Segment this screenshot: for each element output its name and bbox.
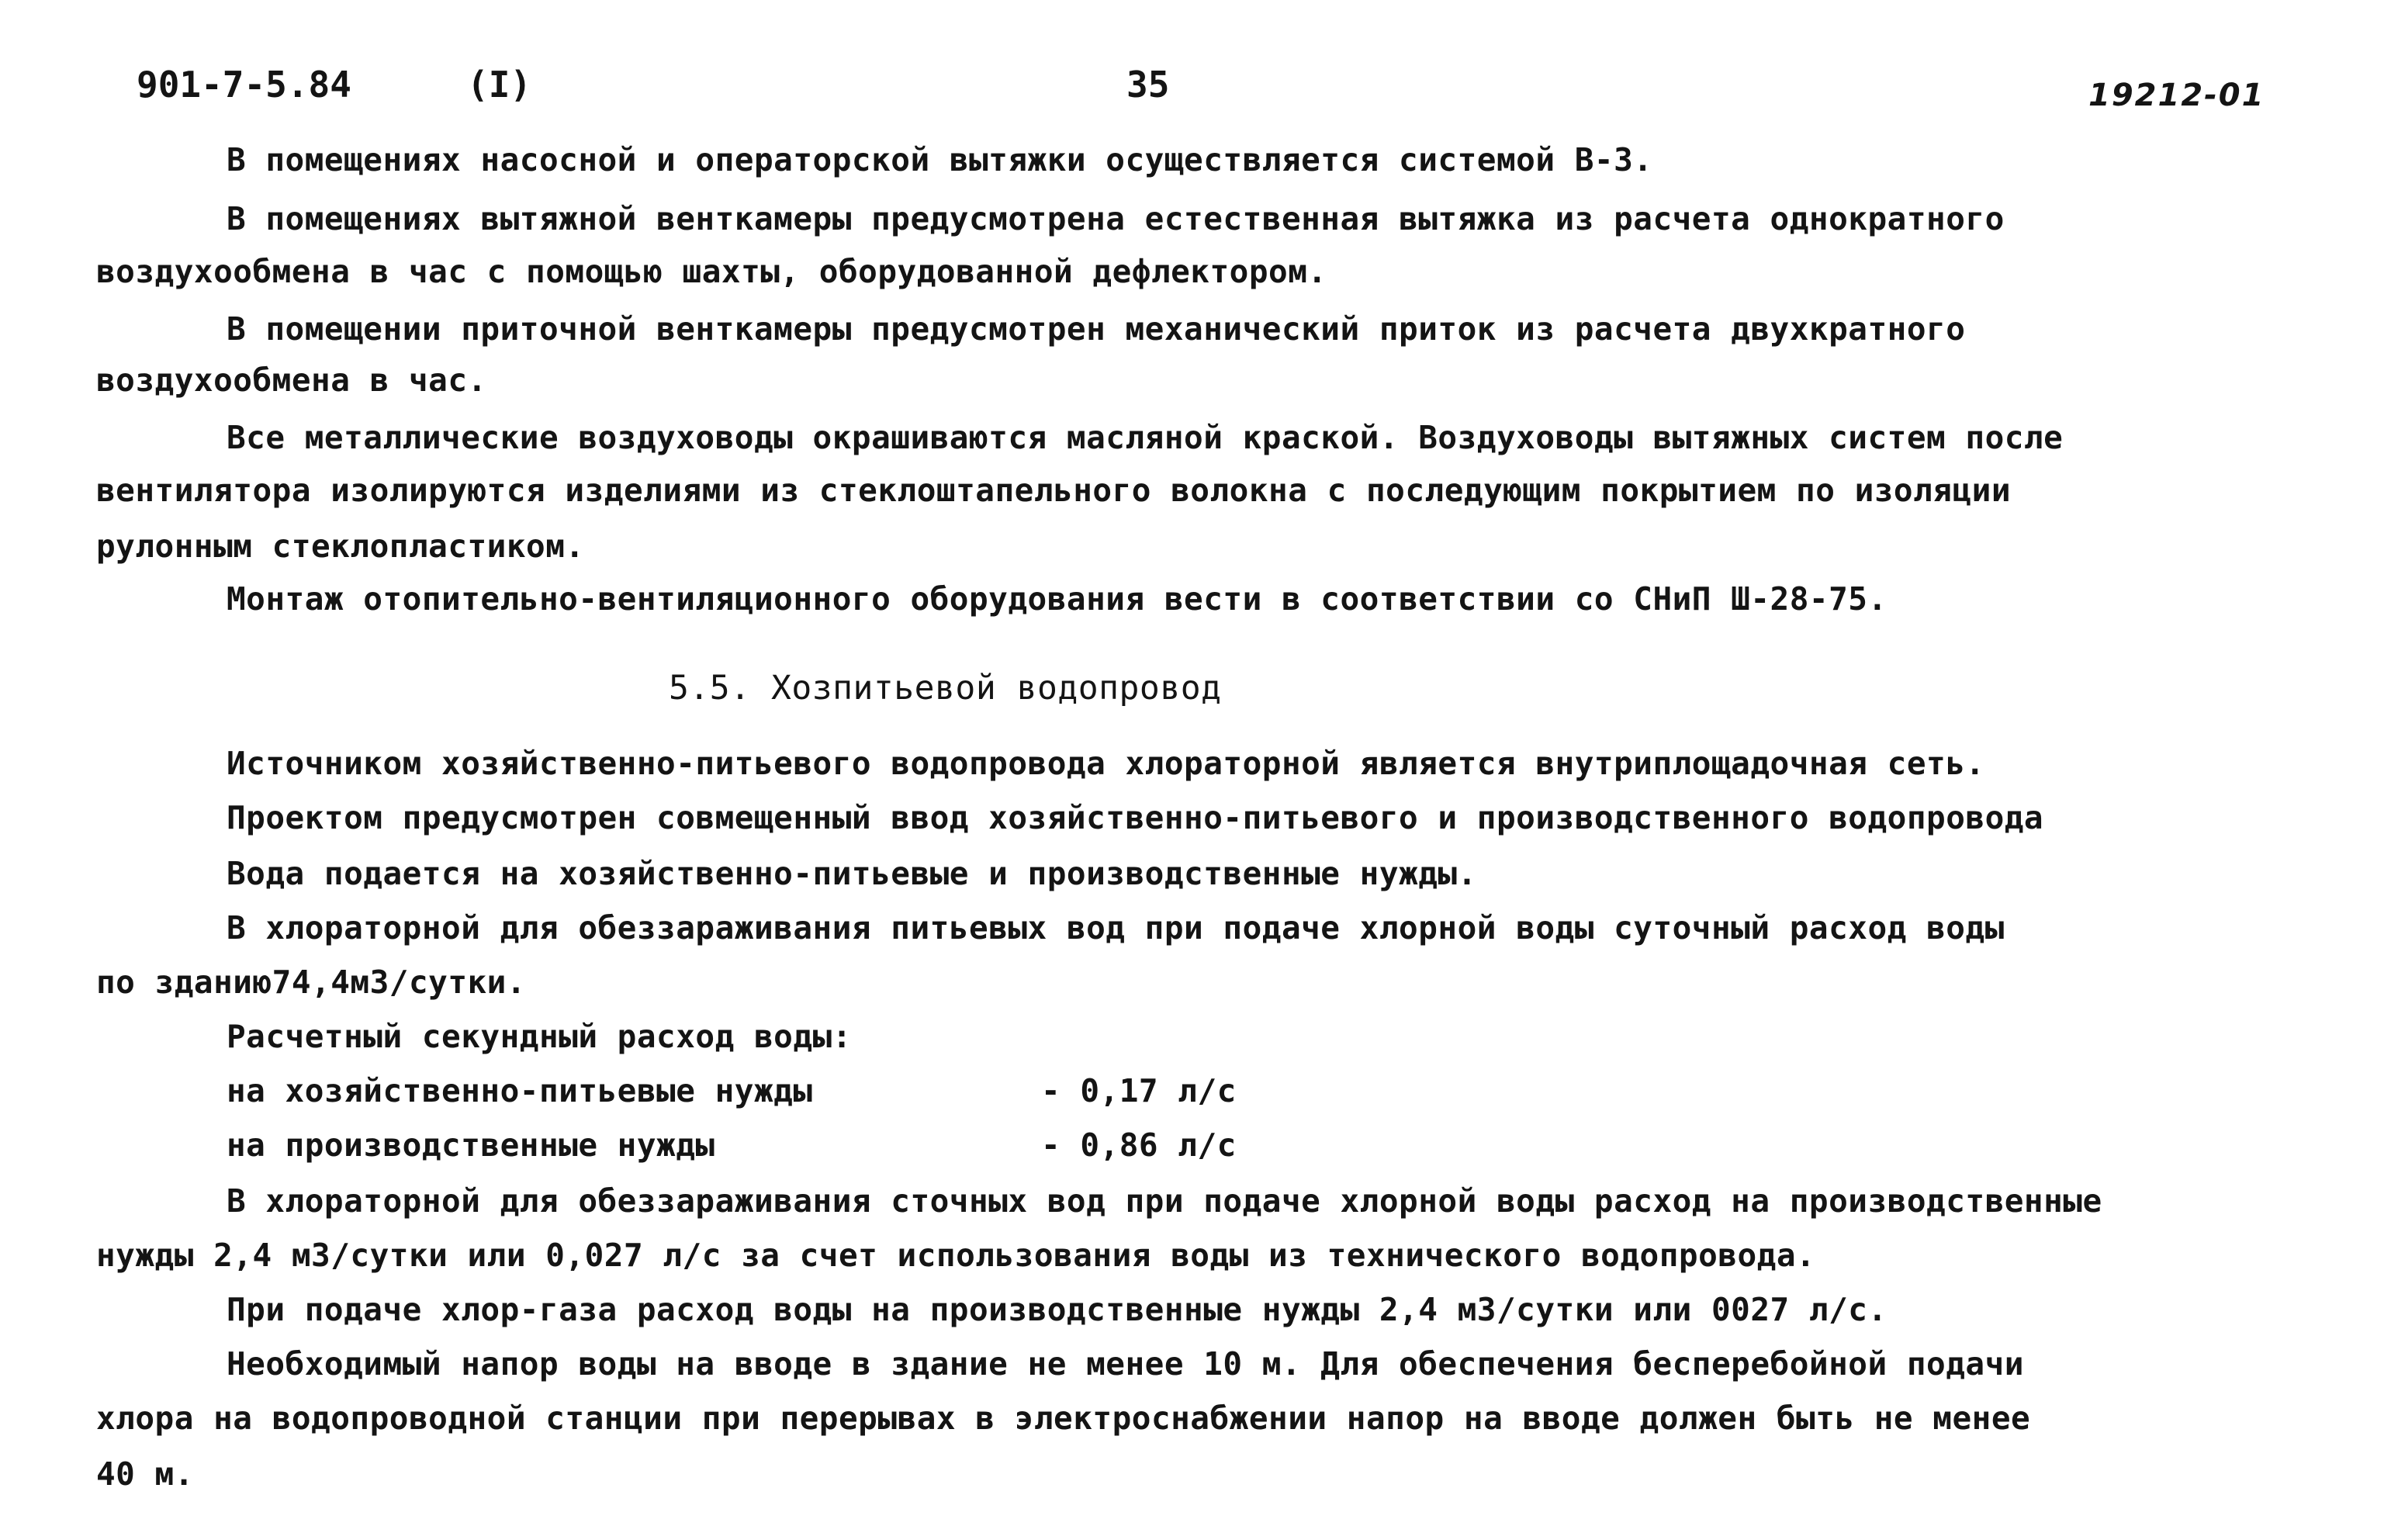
text-line: хлора на водопроводной станции при перерывах в электроснабжении напор на вводе должен быть не менее [96,1400,2031,1437]
text-line: Проектом предусмотрен совмещенный ввод хозяйственно-питьевого и производственного водопровода [227,799,2044,836]
inventory-number: 19212-01 [2088,78,2265,113]
text-line: Все металлические воздуховоды окрашиваются масляной краской. Воздуховоды вытяжных систем после [227,419,2064,456]
flow-label-industrial: на производственные нужды [227,1126,715,1164]
document-part: (I) [467,64,532,106]
text-line: 40 м. [96,1455,194,1493]
text-line: воздухообмена в час с помощью шахты, оборудованной дефлектором. [96,253,1327,290]
text-line: вентилятора изолируются изделиями из стеклоштапельного волокна с последующим покрытием по изоляции [96,472,2012,509]
text-line: Монтаж отопительно-вентиляционного оборудования вести в соответствии со СНиП Ш-28-75. [227,580,1888,618]
text-line: по зданию74,4м3/сутки. [96,964,527,1001]
text-line: В помещениях насосной и операторской вытяжки осуществляется системой В-3. [227,141,1653,178]
text-line: Источником хозяйственно-питьевого водопровода хлораторной является внутриплощадочная сеть. [227,745,1985,782]
section-heading: 5.5. Хозпитьевой водопровод [669,669,1222,708]
text-line: При подаче хлор-газа расход воды на производственные нужды 2,4 м3/сутки или 0027 л/с. [227,1291,1888,1328]
flow-value-industrial: - 0,86 л/с [1041,1126,1237,1164]
text-line: воздухообмена в час. [96,362,487,399]
page-number: 35 [1126,64,1170,106]
text-line: В хлораторной для обеззараживания питьевых вод при подаче хлорной воды суточный расход воды [227,909,2005,946]
text-line: Необходимый напор воды на вводе в здание не менее 10 м. Для обеспечения бесперебойной подачи [227,1345,2024,1383]
text-line: В помещении приточной венткамеры предусмотрен механический приток из расчета двухкратного [227,310,1966,348]
text-line: нужды 2,4 м3/сутки или 0,027 л/с за счет использования воды из технического водопровода. [96,1237,1816,1274]
text-line: В хлораторной для обеззараживания сточных вод при подаче хлорной воды расход на производственные [227,1182,2102,1220]
text-line: рулонным стеклопластиком. [96,528,585,565]
document-code: 901-7-5.84 [137,64,351,106]
flow-label-domestic: на хозяйственно-питьевые нужды [227,1072,813,1109]
text-line: Вода подается на хозяйственно-питьевые и производственные нужды. [227,855,1477,892]
text-line: В помещениях вытяжной венткамеры предусмотрена естественная вытяжка из расчета однократного [227,200,2005,237]
flow-value-domestic: - 0,17 л/с [1041,1072,1237,1109]
text-line: Расчетный секундный расход воды: [227,1018,852,1055]
